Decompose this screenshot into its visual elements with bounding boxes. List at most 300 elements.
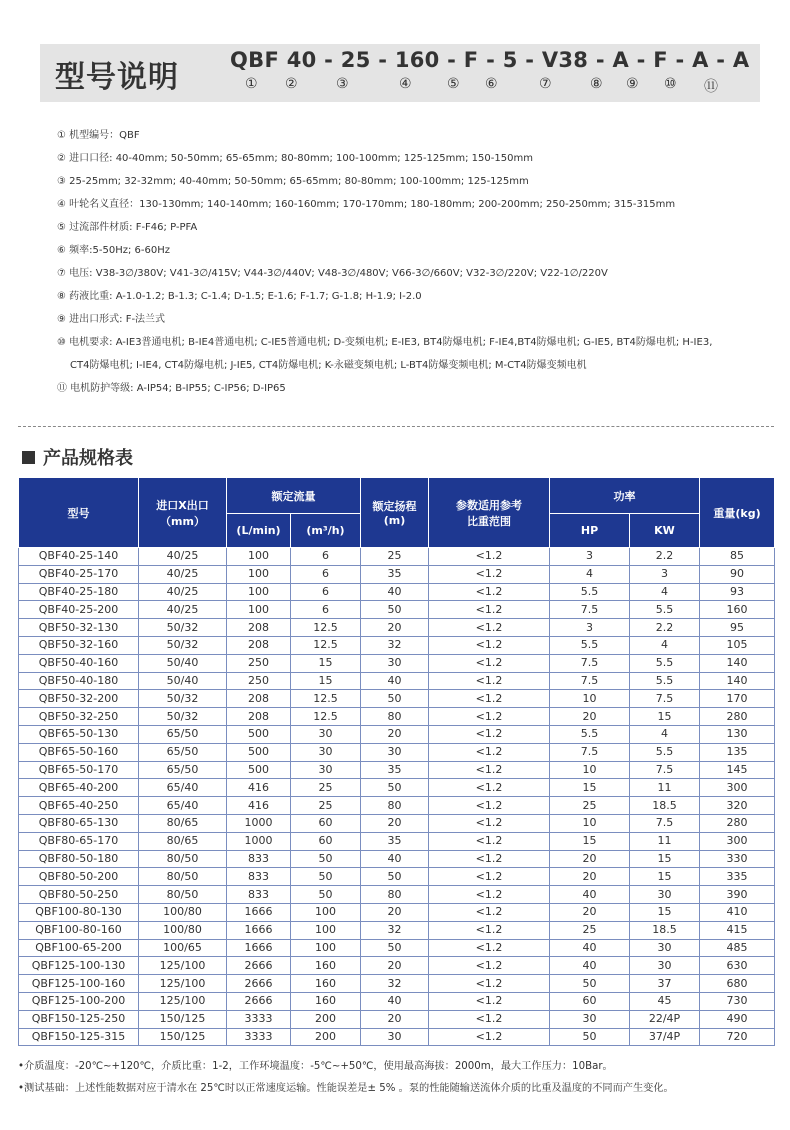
section-title-text: 产品规格表 <box>43 448 133 469</box>
table-row <box>19 761 775 779</box>
cell-hp: 20 <box>550 903 630 921</box>
cell-weight: 335 <box>700 868 775 886</box>
cell-port: 50/40 <box>139 672 227 690</box>
marker-8: ⑧ <box>590 76 603 92</box>
marker-11: ⑪ <box>704 79 718 95</box>
cell-head: 20 <box>361 903 429 921</box>
notes <box>18 1056 778 1100</box>
cell-model: QBF50-32-160 <box>19 636 139 654</box>
cell-head: 80 <box>361 886 429 904</box>
spec-item: ④ 叶轮名义直径：130-130mm; 140-140mm; 160-160mm; 170-170mm; 180-180mm; 200-200mm; 250-250mm; 315-315mm <box>57 199 676 210</box>
cell-hp: 40 <box>550 957 630 975</box>
cell-port: 50/32 <box>139 636 227 654</box>
cell-hp: 7.5 <box>550 672 630 690</box>
cell-gravity: <1.2 <box>429 1028 550 1046</box>
cell-port: 50/32 <box>139 619 227 637</box>
cell-hp: 4 <box>550 565 630 583</box>
cell-kw: 7.5 <box>630 690 700 708</box>
table-row <box>19 1010 775 1028</box>
cell-flow-lmin: 1666 <box>227 903 291 921</box>
spec-item: ⑤ 过流部件材质: F-F46; P-PFA <box>57 222 198 233</box>
cell-weight: 170 <box>700 690 775 708</box>
cell-head: 80 <box>361 708 429 726</box>
table-row <box>19 957 775 975</box>
cell-weight: 300 <box>700 779 775 797</box>
header-gravity: 参数适用参考 比重范围 <box>429 478 550 548</box>
cell-head: 40 <box>361 672 429 690</box>
cell-hp: 30 <box>550 1010 630 1028</box>
cell-model: QBF125-100-130 <box>19 957 139 975</box>
cell-model: QBF80-50-200 <box>19 868 139 886</box>
cell-flow-lmin: 500 <box>227 761 291 779</box>
cell-kw: 18.5 <box>630 921 700 939</box>
model-code: QBF 40 - 25 - 160 - F - 5 - V38 - A - F - A - A <box>230 48 750 72</box>
cell-hp: 20 <box>550 868 630 886</box>
cell-weight: 160 <box>700 601 775 619</box>
cell-hp: 50 <box>550 1028 630 1046</box>
table-row <box>19 832 775 850</box>
cell-kw: 30 <box>630 886 700 904</box>
cell-port: 125/100 <box>139 957 227 975</box>
cell-hp: 7.5 <box>550 743 630 761</box>
cell-port: 65/50 <box>139 743 227 761</box>
cell-head: 50 <box>361 939 429 957</box>
cell-gravity: <1.2 <box>429 601 550 619</box>
cell-flow-m3h: 6 <box>291 583 361 601</box>
cell-head: 50 <box>361 690 429 708</box>
cell-gravity: <1.2 <box>429 743 550 761</box>
cell-hp: 40 <box>550 886 630 904</box>
cell-gravity: <1.2 <box>429 690 550 708</box>
spec-item: ⑪ 电机防护等级: A-IP54; B-IP55; C-IP56; D-IP65 <box>57 383 286 394</box>
cell-weight: 135 <box>700 743 775 761</box>
table-row <box>19 921 775 939</box>
cell-weight: 720 <box>700 1028 775 1046</box>
cell-port: 65/50 <box>139 761 227 779</box>
cell-gravity: <1.2 <box>429 779 550 797</box>
cell-hp: 60 <box>550 992 630 1010</box>
cell-kw: 37 <box>630 975 700 993</box>
cell-hp: 25 <box>550 797 630 815</box>
cell-kw: 37/4P <box>630 1028 700 1046</box>
cell-head: 20 <box>361 725 429 743</box>
table-row <box>19 672 775 690</box>
table-row <box>19 868 775 886</box>
cell-weight: 630 <box>700 957 775 975</box>
cell-port: 80/65 <box>139 814 227 832</box>
spec-item: ⑨ 进出口形式: F-法兰式 <box>57 314 166 325</box>
section-title <box>22 444 133 470</box>
cell-flow-m3h: 30 <box>291 743 361 761</box>
cell-kw: 4 <box>630 583 700 601</box>
cell-port: 40/25 <box>139 548 227 566</box>
cell-head: 35 <box>361 761 429 779</box>
spec-item: ② 进口口径: 40-40mm; 50-50mm; 65-65mm; 80-80mm; 100-100mm; 125-125mm; 150-150mm <box>57 153 533 164</box>
cell-port: 50/32 <box>139 708 227 726</box>
header-flow: 额定流量 <box>227 478 361 514</box>
spec-item: ① 机型编号：QBF <box>57 130 140 141</box>
cell-flow-m3h: 200 <box>291 1010 361 1028</box>
table-row <box>19 619 775 637</box>
cell-kw: 5.5 <box>630 743 700 761</box>
cell-flow-lmin: 250 <box>227 672 291 690</box>
cell-kw: 2.2 <box>630 548 700 566</box>
cell-kw: 4 <box>630 725 700 743</box>
cell-weight: 140 <box>700 654 775 672</box>
marker-4: ④ <box>399 76 412 92</box>
cell-kw: 7.5 <box>630 761 700 779</box>
cell-kw: 4 <box>630 636 700 654</box>
cell-model: QBF150-125-250 <box>19 1010 139 1028</box>
cell-kw: 5.5 <box>630 672 700 690</box>
cell-kw: 30 <box>630 939 700 957</box>
cell-flow-lmin: 208 <box>227 708 291 726</box>
cell-head: 40 <box>361 850 429 868</box>
cell-hp: 20 <box>550 850 630 868</box>
cell-port: 150/125 <box>139 1028 227 1046</box>
table-row <box>19 690 775 708</box>
cell-head: 30 <box>361 743 429 761</box>
cell-kw: 15 <box>630 708 700 726</box>
cell-head: 50 <box>361 868 429 886</box>
cell-hp: 15 <box>550 832 630 850</box>
cell-model: QBF50-32-130 <box>19 619 139 637</box>
cell-head: 80 <box>361 797 429 815</box>
cell-model: QBF100-65-200 <box>19 939 139 957</box>
cell-gravity: <1.2 <box>429 672 550 690</box>
cell-flow-lmin: 100 <box>227 565 291 583</box>
cell-kw: 11 <box>630 779 700 797</box>
cell-weight: 730 <box>700 992 775 1010</box>
cell-kw: 3 <box>630 565 700 583</box>
cell-model: QBF125-100-200 <box>19 992 139 1010</box>
cell-head: 20 <box>361 1010 429 1028</box>
cell-flow-lmin: 1666 <box>227 921 291 939</box>
cell-port: 40/25 <box>139 601 227 619</box>
cell-head: 20 <box>361 814 429 832</box>
cell-port: 50/40 <box>139 654 227 672</box>
cell-port: 150/125 <box>139 1010 227 1028</box>
cell-weight: 490 <box>700 1010 775 1028</box>
cell-model: QBF65-50-130 <box>19 725 139 743</box>
cell-hp: 7.5 <box>550 654 630 672</box>
table-row <box>19 903 775 921</box>
table-row <box>19 636 775 654</box>
cell-gravity: <1.2 <box>429 975 550 993</box>
marker-6: ⑥ <box>485 76 498 92</box>
cell-flow-m3h: 50 <box>291 850 361 868</box>
cell-gravity: <1.2 <box>429 583 550 601</box>
spec-item-continued: CT4防爆电机; I-IE4, CT4防爆电机; J-IE5, CT4防爆电机; K-永磁变频电机; L-BT4防爆变频电机; M-CT4防爆变频电机 <box>70 360 587 371</box>
header-flow-lmin: (L/min) <box>227 514 291 548</box>
cell-flow-m3h: 160 <box>291 957 361 975</box>
cell-flow-lmin: 416 <box>227 797 291 815</box>
cell-flow-m3h: 100 <box>291 921 361 939</box>
cell-flow-lmin: 1666 <box>227 939 291 957</box>
cell-port: 40/25 <box>139 565 227 583</box>
cell-flow-m3h: 160 <box>291 975 361 993</box>
cell-flow-m3h: 6 <box>291 601 361 619</box>
cell-flow-lmin: 208 <box>227 636 291 654</box>
cell-flow-m3h: 6 <box>291 565 361 583</box>
note-test-basis: •测试基础：上述性能数据对应于清水在 25℃时以正常速度运输。性能误差是± 5% 。泵的性能随输送流体介质的比重及温度的不同而产生变化。 <box>18 1083 674 1094</box>
cell-weight: 280 <box>700 708 775 726</box>
cell-hp: 10 <box>550 814 630 832</box>
cell-weight: 300 <box>700 832 775 850</box>
cell-head: 20 <box>361 619 429 637</box>
cell-weight: 485 <box>700 939 775 957</box>
cell-hp: 25 <box>550 921 630 939</box>
cell-gravity: <1.2 <box>429 565 550 583</box>
cell-hp: 40 <box>550 939 630 957</box>
cell-flow-m3h: 15 <box>291 672 361 690</box>
cell-gravity: <1.2 <box>429 797 550 815</box>
cell-flow-lmin: 2666 <box>227 957 291 975</box>
cell-gravity: <1.2 <box>429 1010 550 1028</box>
marker-1: ① <box>245 76 258 92</box>
spec-item: ③ 25-25mm; 32-32mm; 40-40mm; 50-50mm; 65-65mm; 80-80mm; 100-100mm; 125-125mm <box>57 176 529 187</box>
cell-weight: 130 <box>700 725 775 743</box>
cell-kw: 15 <box>630 868 700 886</box>
cell-model: QBF80-65-130 <box>19 814 139 832</box>
cell-kw: 15 <box>630 903 700 921</box>
cell-weight: 410 <box>700 903 775 921</box>
cell-weight: 390 <box>700 886 775 904</box>
cell-port: 80/50 <box>139 886 227 904</box>
cell-weight: 93 <box>700 583 775 601</box>
cell-head: 40 <box>361 992 429 1010</box>
cell-model: QBF150-125-315 <box>19 1028 139 1046</box>
cell-flow-m3h: 50 <box>291 886 361 904</box>
cell-hp: 10 <box>550 761 630 779</box>
spec-item: ⑩ 电机要求: A-IE3普通电机; B-IE4普通电机; C-IE5普通电机; D-变频电机; E-IE3, BT4防爆电机; F-IE4,BT4防爆电机; G-IE5, BT4防爆电机; H-IE3, <box>57 337 713 348</box>
cell-flow-lmin: 500 <box>227 743 291 761</box>
header-head: 额定扬程 (m) <box>361 478 429 548</box>
table-row <box>19 850 775 868</box>
cell-model: QBF50-40-180 <box>19 672 139 690</box>
cell-flow-m3h: 30 <box>291 725 361 743</box>
cell-gravity: <1.2 <box>429 903 550 921</box>
cell-model: QBF50-32-250 <box>19 708 139 726</box>
table-row <box>19 814 775 832</box>
cell-head: 35 <box>361 565 429 583</box>
cell-hp: 5.5 <box>550 636 630 654</box>
cell-model: QBF100-80-160 <box>19 921 139 939</box>
cell-hp: 3 <box>550 619 630 637</box>
cell-flow-m3h: 12.5 <box>291 690 361 708</box>
cell-model: QBF125-100-160 <box>19 975 139 993</box>
cell-flow-lmin: 833 <box>227 850 291 868</box>
cell-model: QBF65-50-160 <box>19 743 139 761</box>
cell-model: QBF100-80-130 <box>19 903 139 921</box>
cell-gravity: <1.2 <box>429 939 550 957</box>
cell-flow-lmin: 833 <box>227 886 291 904</box>
table-row <box>19 886 775 904</box>
cell-weight: 90 <box>700 565 775 583</box>
table-row <box>19 583 775 601</box>
cell-flow-m3h: 12.5 <box>291 619 361 637</box>
cell-weight: 320 <box>700 797 775 815</box>
cell-flow-lmin: 250 <box>227 654 291 672</box>
table-row <box>19 708 775 726</box>
cell-gravity: <1.2 <box>429 725 550 743</box>
table-row <box>19 975 775 993</box>
product-spec-table <box>18 477 775 1046</box>
table-row <box>19 743 775 761</box>
cell-flow-lmin: 500 <box>227 725 291 743</box>
cell-model: QBF40-25-140 <box>19 548 139 566</box>
cell-hp: 5.5 <box>550 725 630 743</box>
cell-gravity: <1.2 <box>429 850 550 868</box>
table-row <box>19 939 775 957</box>
cell-gravity: <1.2 <box>429 761 550 779</box>
cell-weight: 680 <box>700 975 775 993</box>
cell-hp: 50 <box>550 975 630 993</box>
cell-flow-m3h: 12.5 <box>291 636 361 654</box>
cell-port: 100/65 <box>139 939 227 957</box>
cell-flow-lmin: 1000 <box>227 832 291 850</box>
cell-gravity: <1.2 <box>429 992 550 1010</box>
cell-kw: 5.5 <box>630 601 700 619</box>
cell-kw: 22/4P <box>630 1010 700 1028</box>
cell-gravity: <1.2 <box>429 708 550 726</box>
cell-gravity: <1.2 <box>429 921 550 939</box>
cell-kw: 45 <box>630 992 700 1010</box>
cell-kw: 2.2 <box>630 619 700 637</box>
cell-hp: 3 <box>550 548 630 566</box>
cell-hp: 7.5 <box>550 601 630 619</box>
cell-hp: 20 <box>550 708 630 726</box>
cell-port: 80/65 <box>139 832 227 850</box>
table-row <box>19 548 775 566</box>
cell-flow-m3h: 6 <box>291 548 361 566</box>
cell-model: QBF80-65-170 <box>19 832 139 850</box>
cell-flow-m3h: 100 <box>291 939 361 957</box>
cell-model: QBF65-50-170 <box>19 761 139 779</box>
cell-head: 40 <box>361 583 429 601</box>
header-power: 功率 <box>550 478 700 514</box>
cell-flow-lmin: 208 <box>227 690 291 708</box>
table-row <box>19 1028 775 1046</box>
table-row <box>19 992 775 1010</box>
table-body <box>19 548 775 1046</box>
cell-port: 65/40 <box>139 779 227 797</box>
cell-head: 32 <box>361 636 429 654</box>
cell-flow-lmin: 100 <box>227 601 291 619</box>
cell-flow-m3h: 160 <box>291 992 361 1010</box>
note-medium: •介质温度：-20℃~+120℃，介质比重：1-2，工作环境温度：-5℃~+50℃，使用最高海拔：2000m，最大工作压力：10Bar。 <box>18 1061 613 1072</box>
cell-flow-lmin: 2666 <box>227 975 291 993</box>
cell-port: 65/40 <box>139 797 227 815</box>
cell-kw: 30 <box>630 957 700 975</box>
table-row <box>19 779 775 797</box>
header-flow-m3h: (m³/h) <box>291 514 361 548</box>
square-bullet-icon <box>22 451 35 464</box>
cell-port: 100/80 <box>139 903 227 921</box>
cell-flow-m3h: 50 <box>291 868 361 886</box>
cell-gravity: <1.2 <box>429 654 550 672</box>
cell-weight: 280 <box>700 814 775 832</box>
cell-port: 100/80 <box>139 921 227 939</box>
cell-model: QBF50-40-160 <box>19 654 139 672</box>
header-model: 型号 <box>19 478 139 548</box>
cell-weight: 140 <box>700 672 775 690</box>
cell-flow-lmin: 2666 <box>227 992 291 1010</box>
header-port: 进口X出口 （mm） <box>139 478 227 548</box>
table-row <box>19 725 775 743</box>
cell-gravity: <1.2 <box>429 814 550 832</box>
cell-hp: 15 <box>550 779 630 797</box>
cell-flow-lmin: 833 <box>227 868 291 886</box>
cell-kw: 7.5 <box>630 814 700 832</box>
model-spec-list <box>57 124 772 400</box>
cell-port: 50/32 <box>139 690 227 708</box>
marker-3: ③ <box>336 76 349 92</box>
cell-flow-lmin: 3333 <box>227 1028 291 1046</box>
cell-model: QBF40-25-170 <box>19 565 139 583</box>
marker-9: ⑨ <box>626 76 639 92</box>
cell-model: QBF80-50-180 <box>19 850 139 868</box>
cell-model: QBF65-40-250 <box>19 797 139 815</box>
cell-flow-m3h: 200 <box>291 1028 361 1046</box>
cell-hp: 5.5 <box>550 583 630 601</box>
cell-weight: 145 <box>700 761 775 779</box>
cell-head: 32 <box>361 921 429 939</box>
cell-flow-m3h: 12.5 <box>291 708 361 726</box>
cell-weight: 95 <box>700 619 775 637</box>
cell-head: 35 <box>361 832 429 850</box>
cell-port: 125/100 <box>139 975 227 993</box>
spec-item: ⑧ 药液比重: A-1.0-1.2; B-1.3; C-1.4; D-1.5; E-1.6; F-1.7; G-1.8; H-1.9; I-2.0 <box>57 291 422 302</box>
cell-flow-lmin: 100 <box>227 583 291 601</box>
marker-2: ② <box>285 76 298 92</box>
cell-gravity: <1.2 <box>429 868 550 886</box>
model-code-markers <box>40 76 760 98</box>
marker-5: ⑤ <box>447 76 460 92</box>
cell-kw: 15 <box>630 850 700 868</box>
cell-gravity: <1.2 <box>429 832 550 850</box>
cell-flow-m3h: 60 <box>291 832 361 850</box>
cell-gravity: <1.2 <box>429 619 550 637</box>
cell-head: 50 <box>361 779 429 797</box>
header-hp: HP <box>550 514 630 548</box>
cell-model: QBF50-32-200 <box>19 690 139 708</box>
cell-hp: 10 <box>550 690 630 708</box>
cell-model: QBF40-25-200 <box>19 601 139 619</box>
cell-gravity: <1.2 <box>429 886 550 904</box>
header-weight: 重量(kg) <box>700 478 775 548</box>
cell-weight: 105 <box>700 636 775 654</box>
cell-kw: 11 <box>630 832 700 850</box>
spec-item: ⑦ 电压: V38-3∅/380V; V41-3∅/415V; V44-3∅/440V; V48-3∅/480V; V66-3∅/660V; V32-3∅/220V; V22-1∅/220V <box>57 268 608 279</box>
cell-kw: 18.5 <box>630 797 700 815</box>
cell-flow-lmin: 208 <box>227 619 291 637</box>
cell-gravity: <1.2 <box>429 548 550 566</box>
header-kw: KW <box>630 514 700 548</box>
model-explanation-banner <box>40 44 760 102</box>
cell-flow-m3h: 15 <box>291 654 361 672</box>
table-row <box>19 565 775 583</box>
cell-flow-lmin: 100 <box>227 548 291 566</box>
cell-head: 30 <box>361 1028 429 1046</box>
banner-title: 型号说明 <box>55 60 179 95</box>
cell-port: 80/50 <box>139 868 227 886</box>
cell-kw: 5.5 <box>630 654 700 672</box>
cell-flow-m3h: 30 <box>291 761 361 779</box>
cell-port: 80/50 <box>139 850 227 868</box>
cell-flow-lmin: 3333 <box>227 1010 291 1028</box>
cell-head: 20 <box>361 957 429 975</box>
